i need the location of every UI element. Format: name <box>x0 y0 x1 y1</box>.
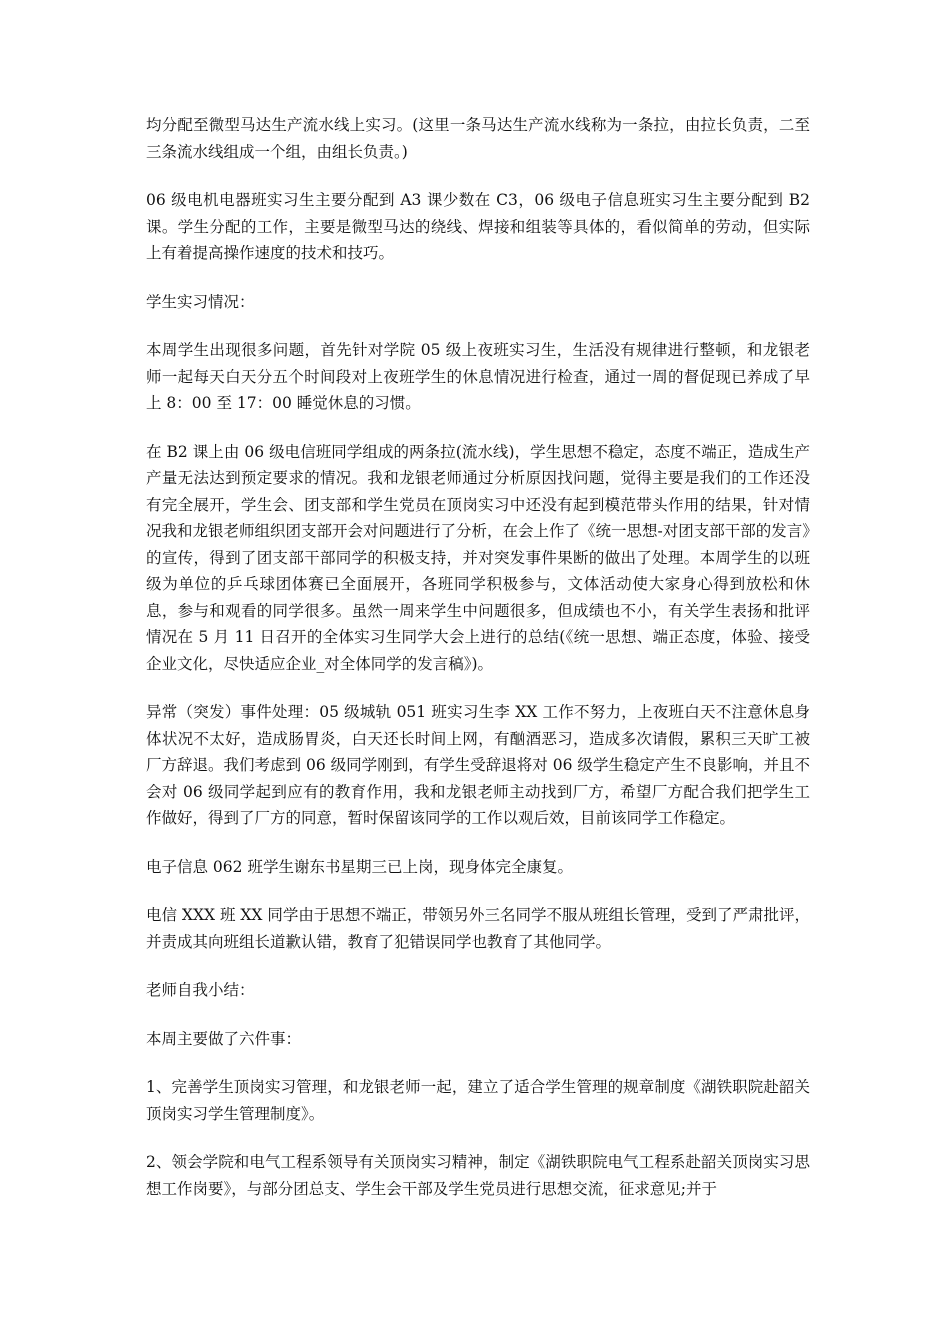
paragraph-class-allocation: 06 级电机电器班实习生主要分配到 A3 课少数在 C3，06 级电子信息班实习生主要分配到 B2 课。学生分配的工作，主要是微型马达的绕线、焊接和组装等具体的，看似简单的劳动，但实际上有着提高操作速度的技术和技巧。 <box>146 191 810 262</box>
paragraph-student-recovery: 电子信息 062 班学生谢东书星期三已上岗，现身体完全康复。 <box>146 857 573 876</box>
document-body <box>146 112 810 1224</box>
paragraph-task-1: 1、完善学生顶岗实习管理，和龙银老师一起，建立了适合学生管理的规章制度《湖铁职院赴韶关顶岗实习学生管理制度》。 <box>146 1078 810 1123</box>
paragraph-b2-line-issues: 在 B2 课上由 06 级电信班同学组成的两条拉(流水线)，学生思想不稳定，态度不端正，造成生产产量无法达到预定要求的情况。我和龙银老师通过分析原因找问题，觉得主要是我们的工作还没有完全展开，学生会、团支部和学生党员在顶岗实习中还没有起到模范带头作用的结果，针对情况我和龙银老师组织团支部开会对问题进行了分析，在会上作了《统一思想-对团支部干部的发言》的宣传，得到了团支部干部同学的积极支持，并对突发事件果断的做出了处理。本周学生的以班级为单位的乒乓球团体赛已全面展开，各班同学积极参与，文体活动使大家身心得到放松和休息，参与和观看的同学很多。虽然一周来学生中问题很多，但成绩也不小，有关学生表扬和批评情况在 5 月 11 日召开的全体实习生同学大会上进行的总结(《统一思想、端正态度，体验、接受企业文化，尽快适应企业_对全体同学的发言稿》)。 <box>146 442 810 673</box>
paragraph-night-shift: 本周学生出现很多问题，首先针对学院 05 级上夜班实习生，生活没有规律进行整顿，和龙银老师一起每天白天分五个时间段对上夜班学生的休息情况进行检查，通过一周的督促现已养成了早上 8：00 至 17：00 睡觉休息的习惯。 <box>146 341 810 412</box>
paragraph-incident-handling: 异常（突发）事件处理：05 级城轨 051 班实习生李 XX 工作不努力，上夜班白天不注意休息身体状况不太好，造成肠胃炎，白天还长时间上网，有酗酒恶习，造成多次请假，累积三天旷工被厂方辞退。我们考虑到 06 级同学刚到，有学生受辞退将对 06 级学生稳定产生不良影响，并且不会对 06 级同学起到应有的教育作用，我和龙银老师主动找到厂方，希望厂方配合我们把学生工作做好，得到了厂方的同意，暂时保留该同学的工作以观后效，目前该同学工作稳定。 <box>146 703 810 827</box>
heading-student-internship-status: 学生实习情况： <box>146 292 255 311</box>
paragraph-discipline: 电信 XXX 班 XX 同学由于思想不端正，带领另外三名同学不服从班组长管理，受到了严肃批评，并责成其向班组长道歉认错，教育了犯错误同学也教育了其他同学。 <box>146 906 810 951</box>
heading-teacher-summary: 老师自我小结： <box>146 981 255 999</box>
paragraph-task-2: 2、领会学院和电气工程系领导有关顶岗实习精神，制定《湖铁职院电气工程系赴韶关顶岗实习思想工作岗要》，与部分团总支、学生会干部及学生党员进行思想交流，征求意见;并于 <box>146 1153 810 1198</box>
paragraph-assignment-continued: 均分配至微型马达生产流水线上实习。(这里一条马达生产流水线称为一条拉，由拉长负责，二至三条流水线组成一个组，由组长负责。) <box>146 116 810 161</box>
paragraph-six-tasks-intro: 本周主要做了六件事： <box>146 1029 302 1048</box>
